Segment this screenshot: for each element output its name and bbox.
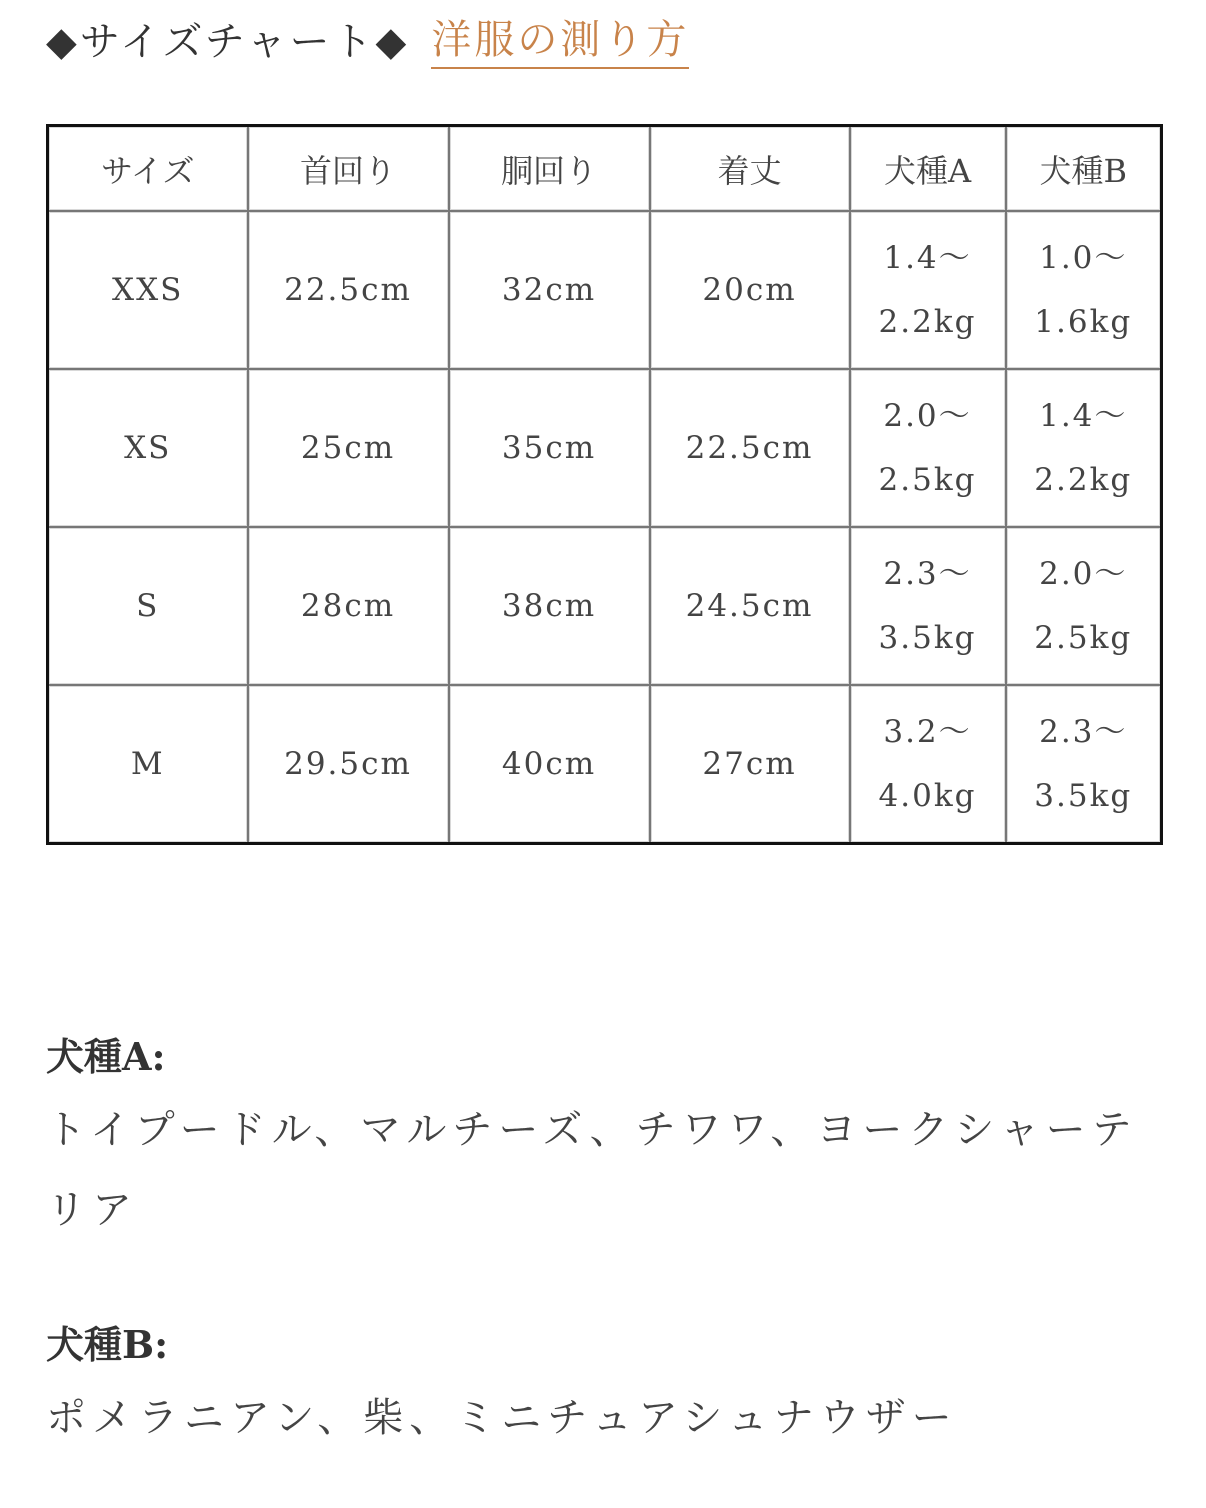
- length-cell: 22.5cm: [650, 369, 850, 527]
- breed-a-weight-cell: [850, 369, 1006, 527]
- breed-b-title: 犬種B:: [46, 1322, 169, 1367]
- table-row: [48, 685, 1162, 844]
- column-header-length: 着丈: [650, 126, 850, 212]
- column-header-breed-b: 犬種B: [1006, 126, 1162, 212]
- size-cell: XS: [48, 369, 248, 527]
- column-header-size: サイズ: [48, 126, 248, 212]
- size-chart-title: ◆サイズチャート◆: [46, 18, 410, 65]
- weight-from: 1.0〜: [1039, 240, 1128, 276]
- chest-cell: 35cm: [449, 369, 650, 527]
- weight-to: 3.5kg: [878, 620, 977, 656]
- breed-b-weight-cell: [1006, 211, 1162, 369]
- breed-a-weight-cell: [850, 211, 1006, 369]
- table-row: [48, 527, 1162, 685]
- chest-cell: 38cm: [449, 527, 650, 685]
- page-heading: [46, 8, 689, 68]
- column-header-breed-a: 犬種A: [850, 126, 1006, 212]
- how-to-measure-link[interactable]: 洋服の測り方: [431, 8, 689, 69]
- chest-cell: 32cm: [449, 211, 650, 369]
- size-cell: M: [48, 685, 248, 844]
- weight-from: 3.2〜: [883, 714, 972, 750]
- breed-b-weight-cell: [1006, 685, 1162, 844]
- column-header-neck: 首回り: [248, 126, 449, 212]
- weight-to: 4.0kg: [878, 778, 977, 814]
- table-header-row: [48, 126, 1162, 212]
- length-cell: 24.5cm: [650, 527, 850, 685]
- neck-cell: 22.5cm: [248, 211, 449, 369]
- length-cell: 20cm: [650, 211, 850, 369]
- weight-from: 2.0〜: [883, 398, 972, 434]
- weight-to: 2.5kg: [1034, 620, 1133, 656]
- weight-to: 1.6kg: [1034, 304, 1133, 340]
- neck-cell: 25cm: [248, 369, 449, 527]
- table-row: [48, 211, 1162, 369]
- breed-a-section: [46, 1032, 1166, 1250]
- breed-a-weight-cell: [850, 527, 1006, 685]
- weight-from: 2.3〜: [1039, 714, 1128, 750]
- size-cell: S: [48, 527, 248, 685]
- breed-b-weight-cell: [1006, 527, 1162, 685]
- weight-to: 3.5kg: [1034, 778, 1133, 814]
- neck-cell: 29.5cm: [248, 685, 449, 844]
- breed-a-title: 犬種A:: [46, 1034, 166, 1079]
- weight-to: 2.2kg: [878, 304, 977, 340]
- breed-b-weight-cell: [1006, 369, 1162, 527]
- breed-a-weight-cell: [850, 685, 1006, 844]
- table-row: [48, 369, 1162, 527]
- breed-a-list: トイプードル、マルチーズ、チワワ、ヨークシャーテリア: [46, 1107, 1138, 1233]
- breed-b-list: ポメラニアン、柴、ミニチュアシュナウザー: [46, 1395, 958, 1441]
- weight-from: 1.4〜: [1039, 398, 1128, 434]
- chest-cell: 40cm: [449, 685, 650, 844]
- breed-b-section: [46, 1320, 1166, 1458]
- weight-from: 1.4〜: [883, 240, 972, 276]
- size-cell: XXS: [48, 211, 248, 369]
- length-cell: 27cm: [650, 685, 850, 844]
- column-header-chest: 胴回り: [449, 126, 650, 212]
- neck-cell: 28cm: [248, 527, 449, 685]
- size-chart-table: [46, 124, 1163, 845]
- weight-to: 2.5kg: [878, 462, 977, 498]
- weight-from: 2.0〜: [1039, 556, 1128, 592]
- weight-from: 2.3〜: [883, 556, 972, 592]
- weight-to: 2.2kg: [1034, 462, 1133, 498]
